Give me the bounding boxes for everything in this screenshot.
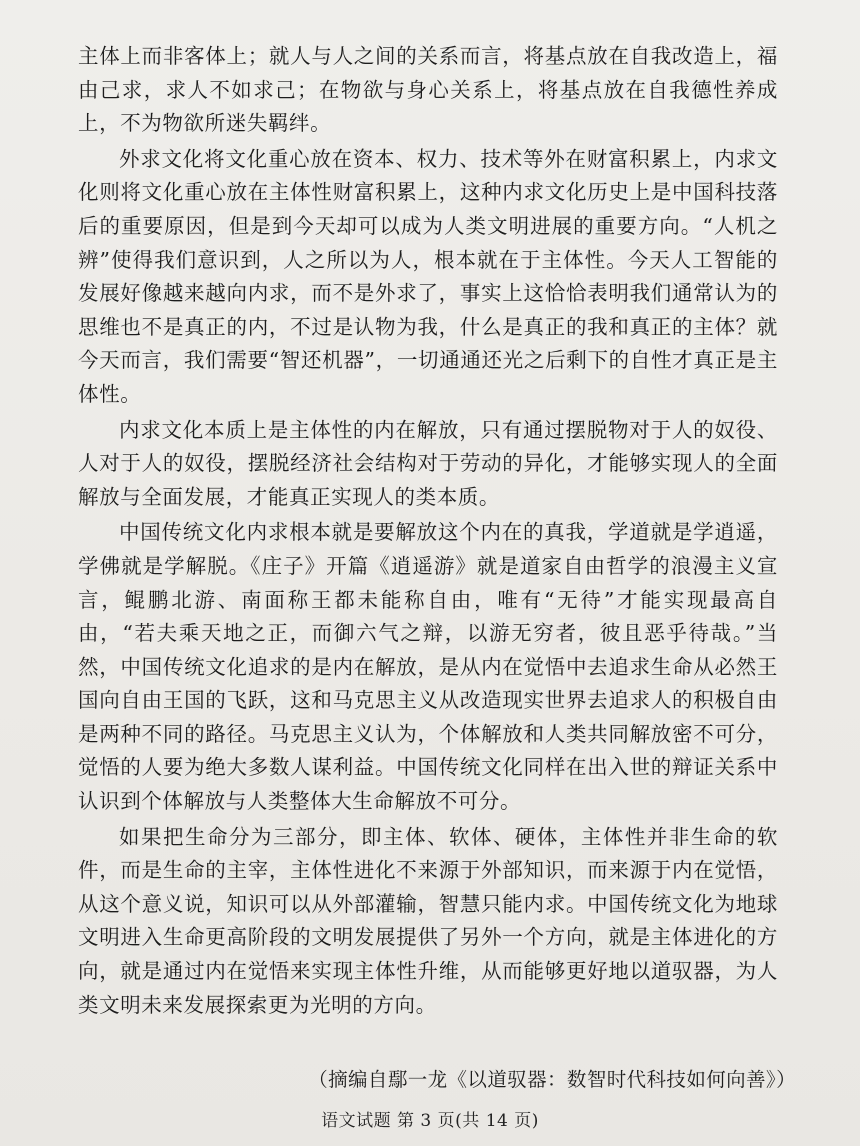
paragraph-1: 主体上而非客体上；就人与人之间的关系而言，将基点放在自我改造上，福由己求，求人不如求己；在物欲与身心关系上，将基点放在自我德性养成上，不为物欲所迷失羁绊。 [78,44,778,136]
source-citation: （摘编自鄢一龙《以道驭器：数智时代科技如何向善》） [308,1068,796,1091]
paragraph-5: 如果把生命分为三部分，即主体、软体、硬体，主体性并非生命的软件，而是生命的主宰，主体性进化不来源于外部知识，而来源于内在觉悟，从这个意义说，知识可以从外部灌输，智慧只能内求。中国传统文化为地球文明进入生命更高阶段的文明发展提供了另外一个方向，就是主体进化的方向，就是通过内在觉悟来实现主体性升维，从而能够更好地以道驭器，为人类文明未来发展探索更为光明的方向。 [78,824,778,1017]
paragraph-4: 中国传统文化内求根本就是要解放这个内在的真我，学道就是学逍遥，学佛就是学解脱。《庄子》开篇《逍遥游》就是道家自由哲学的浪漫主义宣言，鲲鹏北游、南面称王都未能称自由，唯有“无待”才能实现最高自由，“若夫乘天地之正，而御六气之辩，以游无穷者，彼且恶乎待哉。”当然，中国传统文化追求的是内在解放，是从内在觉悟中去追求生命从必然王国向自由王国的飞跃，这和马克思主义从改造现实世界去追求人的积极自由是两种不同的路径。马克思主义认为，个体解放和人类共同解放密不可分，觉悟的人要为绝大多数人谋利益。中国传统文化同样在出入世的辩证关系中认识到个体解放与人类整体大生命解放不可分。 [78,520,778,814]
paragraph-2: 外求文化将文化重心放在资本、权力、技术等外在财富积累上，内求文化则将文化重心放在主体性财富积累上，这种内求文化历史上是中国科技落后的重要原因，但是到今天却可以成为人类文明进展的重要方向。“人机之辨”使得我们意识到，人之所以为人，根本就在于主体性。今天人工智能的发展好像越来越向内求，而不是外求了，事实上这恰恰表明我们通常认为的思维也不是真正的内，不过是认物为我，什么是真正的我和真正的主体？就今天而言，我们需要“智还机器”，一切通通还光之后剩下的自性才真正是主体性。 [78,146,778,406]
page-footer: 语文试题 第 3 页(共 14 页) [321,1111,539,1131]
article-body [78,40,778,1022]
paragraph-3: 内求文化本质上是主体性的内在解放，只有通过摆脱物对于人的奴役、人对于人的奴役，摆脱经济社会结构对于劳动的异化，才能够实现人的全面解放与全面发展，才能真正实现人的类本质。 [78,417,778,509]
